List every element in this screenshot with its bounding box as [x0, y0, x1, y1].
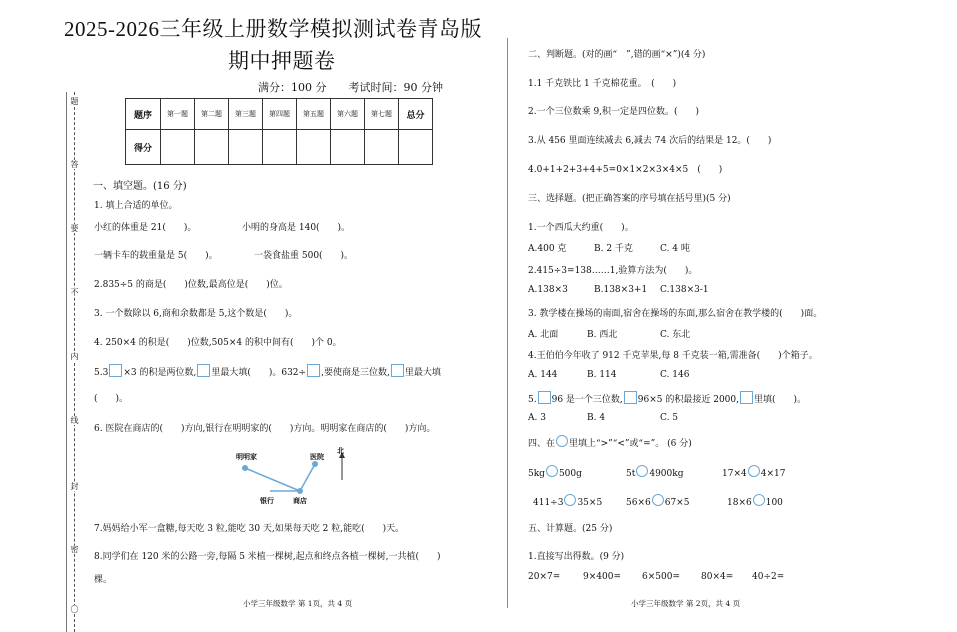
score-table	[125, 98, 433, 165]
compare-item	[626, 494, 689, 508]
column-divider	[507, 38, 508, 608]
binding-char: 〇	[68, 605, 81, 614]
choice-3: 3. 教学楼在操场的南面,宿舍在操场的东面,那么宿舍在教学楼的( )面。	[528, 309, 823, 319]
blank-circle	[748, 465, 760, 477]
compare-left: 17×4	[722, 469, 747, 479]
compare-right: 4×17	[760, 469, 786, 479]
choice-option: A.400 克	[528, 244, 567, 254]
c5-part: 96×5 的积最接近 2000,	[637, 395, 739, 405]
choice-option: A. 3	[528, 413, 546, 423]
blank-circle	[652, 494, 664, 506]
question-8: 8.同学们在 120 米的公路一旁,每隔 5 米植一棵树,起点和终点各植一棵树,一共植( )	[94, 552, 441, 562]
judge-3: 3.从 456 里面连续减去 6,减去 74 次后的结果是 12。( )	[528, 136, 772, 146]
binding-char: 封	[68, 482, 81, 491]
compare-left: 5t	[626, 469, 636, 479]
choice-option: C. 4 吨	[660, 244, 690, 254]
page-footer-left: 小学三年级数学 第 1页，共 4 页	[243, 599, 353, 608]
section-choice: 三、选择题。(把正确答案的序号填在括号里)(5 分)	[528, 194, 731, 204]
binding-char: 要	[68, 224, 81, 233]
score-table-col: 第五题	[297, 99, 331, 130]
blank-box	[307, 364, 320, 377]
score-table-row-label: 得分	[126, 130, 161, 165]
q5-part: ×3 的积是两位数,	[123, 368, 197, 378]
section-compare	[528, 435, 692, 449]
home-dot	[242, 465, 248, 471]
choice-1: 1.一个西瓜大约重( )。	[528, 223, 634, 233]
choice-option: B. 114	[587, 370, 617, 380]
question-1b: 小明的身高是 140( )。	[242, 223, 351, 233]
question-1: 1. 填上合适的单位。	[94, 201, 178, 211]
label-home: 明明家	[236, 452, 257, 461]
binding-char: 不	[68, 288, 81, 297]
compare-right: 67×5	[664, 498, 690, 508]
calc-item: 40÷2=	[752, 572, 785, 582]
compare-left: 5kg	[528, 469, 545, 479]
score-cell	[263, 130, 297, 165]
question-1a: 小红的体重是 21( )。	[94, 223, 197, 233]
exam-title-line1: 2025-2026三年级上册数学模拟测试卷青岛版	[64, 17, 482, 41]
blank-circle	[636, 465, 648, 477]
page-edge-line	[66, 92, 67, 632]
q5-part: 里最大填	[404, 368, 441, 378]
binding-char: 线	[68, 416, 81, 425]
score-table-header: 题序	[126, 99, 161, 130]
choice-option: B.138×3+1	[594, 285, 648, 295]
q5-part: ,要使商是三位数,	[321, 368, 390, 378]
score-table-col: 第三题	[229, 99, 263, 130]
blank-box	[624, 391, 637, 404]
score-cell	[297, 130, 331, 165]
score-info: 满分：100 分 考试时间：90 分钟	[258, 81, 443, 94]
score-table-col: 第六题	[331, 99, 365, 130]
c5-part: 里填( )。	[754, 395, 807, 405]
binding-strip	[66, 92, 84, 632]
direction-diagram	[230, 446, 360, 511]
page-footer-right: 小学三年级数学 第 2页，共 4 页	[631, 599, 741, 608]
score-table-total: 总分	[399, 99, 433, 130]
compare-right: 35×5	[577, 498, 603, 508]
c5-part: 96 是一个三位数,	[551, 395, 623, 405]
compare-right: 500g	[558, 469, 582, 479]
store-dot	[297, 488, 303, 494]
question-1c: 一辆卡车的载重量是 5( )。	[94, 251, 218, 261]
blank-circle	[546, 465, 558, 477]
question-2: 2.835÷5 的商是( )位数,最高位是( )位。	[94, 280, 288, 290]
compare-left: 411÷3	[533, 498, 564, 508]
score-table-col: 第一题	[161, 99, 195, 130]
score-cell	[195, 130, 229, 165]
calc-heading: 1.直接写出得数。(9 分)	[528, 552, 625, 562]
section-compare-part: 四、在	[528, 439, 556, 449]
compare-left: 18×6	[727, 498, 752, 508]
label-hospital: 医院	[310, 452, 324, 461]
blank-circle	[564, 494, 576, 506]
blank-box	[740, 391, 753, 404]
section-fill-blank: 一、填空题。(16 分)	[93, 181, 187, 192]
choice-5	[528, 391, 806, 405]
route-home-store	[245, 468, 300, 491]
compare-left: 56×6	[626, 498, 651, 508]
score-cell	[161, 130, 195, 165]
compare-right: 4900kg	[649, 469, 684, 479]
choice-option: A. 北面	[528, 330, 559, 340]
binding-char: 答	[68, 160, 81, 169]
question-4: 4. 250×4 的积是( )位数,505×4 的积中间有( )个 0。	[94, 338, 342, 348]
score-cell	[229, 130, 263, 165]
compare-item	[533, 494, 602, 508]
c5-part: 5.	[528, 395, 537, 405]
blank-box	[391, 364, 404, 377]
blank-box	[538, 391, 551, 404]
blank-box	[109, 364, 122, 377]
score-table-col: 第四题	[263, 99, 297, 130]
choice-4: 4.王伯伯今年收了 912 千克苹果,每 8 千克装一箱,需准备( )个箱子。	[528, 351, 818, 361]
calc-item: 6×500=	[642, 572, 680, 582]
choice-option: B. 2 千克	[594, 244, 633, 254]
blank-circle	[753, 494, 765, 506]
choice-option: A. 144	[528, 370, 558, 380]
question-7: 7.妈妈给小军一盒糖,每天吃 3 粒,能吃 30 天,如果每天吃 2 粒,能吃( )天。	[94, 524, 405, 534]
label-bank: 银行	[260, 496, 274, 505]
compare-right: 100	[765, 498, 783, 508]
route-store-hospital	[300, 464, 315, 491]
question-5	[94, 364, 441, 378]
compare-item	[528, 465, 582, 479]
q5-part: 里最大填( )。632÷	[211, 368, 307, 378]
choice-option: C. 5	[660, 413, 679, 423]
choice-option: C. 东北	[660, 330, 691, 340]
compare-item	[727, 494, 783, 508]
blank-box	[197, 364, 210, 377]
score-table-col: 第七题	[365, 99, 399, 130]
calc-item: 9×400=	[583, 572, 621, 582]
score-cell	[399, 130, 433, 165]
label-store: 商店	[293, 496, 307, 505]
choice-option: C. 146	[660, 370, 690, 380]
question-8-cont: 棵。	[94, 575, 113, 585]
binding-char: 内	[68, 352, 81, 361]
label-north: 北	[337, 446, 344, 455]
compare-item	[626, 465, 683, 479]
compare-item	[722, 465, 785, 479]
choice-2: 2.415÷3=138……1,验算方法为( )。	[528, 266, 698, 276]
question-1d: 一袋食盐重 500( )。	[254, 251, 354, 261]
score-cell	[365, 130, 399, 165]
q5-part: 5.3	[94, 368, 109, 378]
question-6: 6. 医院在商店的( )方向,银行在明明家的( )方向。明明家在商店的( )方向。	[94, 424, 436, 434]
choice-option: A.138×3	[528, 285, 568, 295]
blank-circle	[556, 435, 568, 447]
section-calculation: 五、计算题。(25 分)	[528, 524, 613, 534]
judge-1: 1.1 千克铁比 1 千克棉花重。 ( )	[528, 79, 677, 89]
judge-4: 4.0+1+2+3+4+5=0×1×2×3×4×5 ( )	[528, 165, 723, 175]
binding-char: 题	[68, 97, 81, 106]
calc-item: 80×4=	[701, 572, 734, 582]
choice-option: B. 西北	[587, 330, 618, 340]
binding-char: 密	[68, 545, 81, 554]
score-table-col: 第二题	[195, 99, 229, 130]
question-5-cont: ( )。	[94, 394, 129, 404]
section-true-false: 二、判断题。(对的画“ ”,错的画“×”)(4 分)	[528, 50, 706, 60]
question-3: 3. 一个数除以 6,商和余数都是 5,这个数是( )。	[94, 309, 298, 319]
choice-option: C.138×3-1	[660, 285, 709, 295]
judge-2: 2.一个三位数乘 9,积一定是四位数。( )	[528, 107, 700, 117]
calc-item: 20×7=	[528, 572, 561, 582]
score-cell	[331, 130, 365, 165]
section-compare-part: 里填上“>”“<”或“=”。 (6 分)	[569, 439, 692, 449]
exam-title-line2: 期中押题卷	[228, 49, 336, 73]
choice-option: B. 4	[587, 413, 606, 423]
